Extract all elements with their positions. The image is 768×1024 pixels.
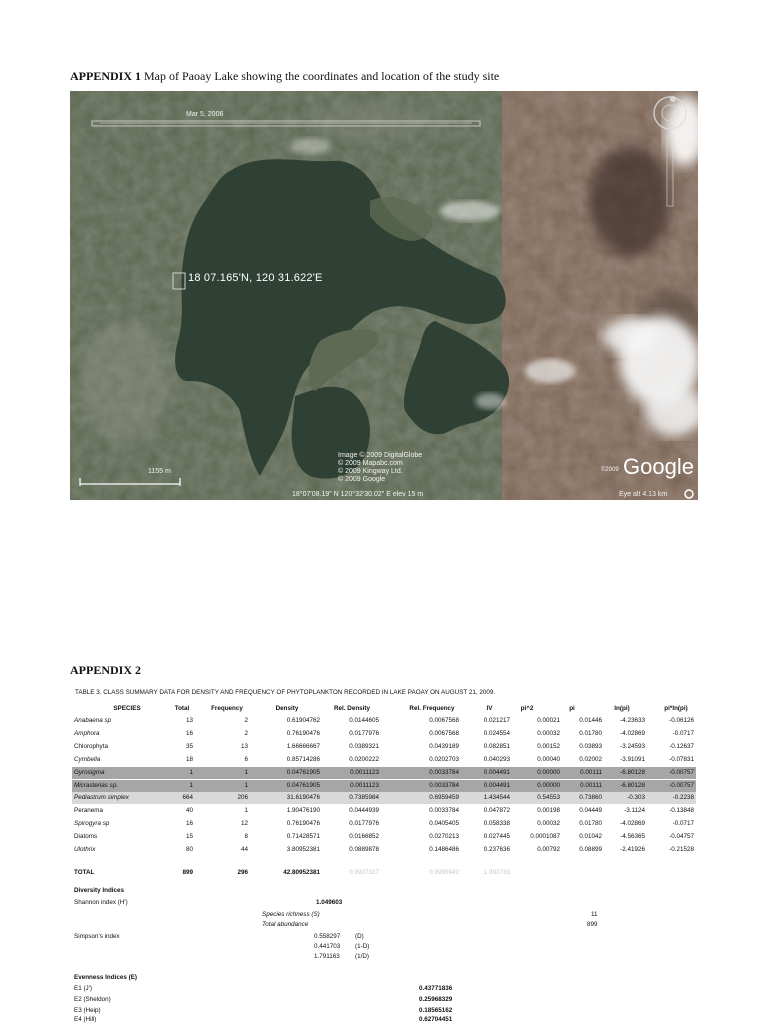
table-cell: 0.61904762 [286, 717, 320, 724]
table-cell: 0.85714286 [286, 755, 320, 763]
table-cell: 1 [244, 768, 248, 776]
table-cell: 0.082851 [483, 742, 510, 750]
total-cell: 0.9937337 [349, 869, 379, 876]
table-cell: 3.80952381 [286, 846, 320, 853]
table-cell: 12 [240, 820, 248, 828]
column-header: pi^2 [520, 705, 534, 712]
table-cell: 0.0200222 [349, 755, 379, 763]
table-cell: 0.00032 [537, 820, 560, 828]
table-cell: -0.2238 [672, 794, 694, 802]
evenness-label: E3 (Heip) [74, 1007, 101, 1014]
table-cell: -0.0717 [672, 729, 694, 737]
table-cell: 0.73860 [579, 794, 602, 802]
table-cell: -0.12637 [669, 742, 694, 750]
table-cell: 0.00111 [580, 768, 602, 776]
table-row [72, 767, 696, 779]
abundance-label: Total abundance [262, 921, 309, 928]
simpson-value: 0.558297 [314, 933, 341, 940]
table-cell: 0.6959459 [429, 794, 459, 802]
table-cell: 13 [185, 717, 193, 724]
table-cell: 0.0166852 [349, 833, 379, 841]
table-cell: 2 [244, 729, 248, 737]
table-cell: 0.0001087 [530, 833, 560, 841]
simpson-value: 0.441703 [314, 943, 341, 950]
species-name: Peranema [74, 807, 104, 815]
table-cell: 40 [185, 807, 193, 815]
table-cell: 0.54553 [537, 794, 560, 802]
table-cell: 13 [240, 742, 248, 750]
table-cell: 35 [185, 742, 193, 750]
table-row [72, 831, 696, 843]
evenness-label: E4 (Hill) [74, 1016, 97, 1023]
table-cell: -0.303 [627, 794, 645, 802]
column-header: Frequency [211, 705, 243, 712]
table-cell: 0.0270213 [429, 833, 459, 841]
table-cell: 0.00792 [537, 846, 560, 853]
table-cell: -3.91091 [620, 755, 645, 763]
appendix-2-label: APPENDIX 2 [70, 663, 141, 677]
table-cell: -0.06126 [669, 717, 694, 724]
evenness-title: Evenness Indices (E) [74, 974, 137, 981]
table-cell: 0.0202703 [429, 755, 459, 763]
table-cell: 0.1486486 [429, 846, 459, 853]
table-cell: 0.04761905 [286, 781, 320, 789]
table-cell: 0.00198 [537, 807, 560, 815]
table-cell: 0.027445 [483, 833, 510, 841]
credit-line: © 2009 Mapabc.com [338, 460, 403, 467]
table-cell: 0.040293 [483, 755, 510, 763]
table-cell: 0.01780 [579, 820, 602, 828]
total-cell: 1.993733 [483, 869, 510, 876]
table-cell: 0.0389321 [349, 742, 379, 750]
map-pointer-readout: 18°07'08.19" N 120°32'30.02" E elev 15 m [292, 491, 424, 498]
table-cell: 0.0067568 [429, 729, 459, 737]
table-cell: 6 [244, 755, 248, 763]
table-cell: 0.0033784 [429, 781, 459, 789]
table-cell: -6.80128 [620, 781, 645, 789]
table-cell: 0.00152 [537, 742, 560, 750]
table-cell: -4.02869 [620, 820, 645, 828]
appendix-1-label: APPENDIX 1 [70, 69, 141, 83]
table-cell: 0.0033784 [429, 807, 459, 815]
table-cell: 0.76190476 [286, 729, 320, 737]
table-cell: 1 [189, 781, 193, 789]
table-row [72, 780, 696, 792]
shannon-value: 1.049603 [316, 899, 343, 906]
table-row [72, 805, 696, 817]
table-cell: 0.047872 [483, 807, 510, 815]
satellite-map[interactable] [70, 91, 698, 500]
table-cell: 0.0439189 [429, 742, 459, 750]
table-cell: 1.90476190 [286, 807, 320, 815]
table-cell: 0.0889878 [349, 846, 379, 853]
column-header: Rel. Density [333, 705, 371, 712]
credit-line: © 2009 Google [338, 476, 386, 483]
species-name: Cymbella [74, 755, 101, 763]
table-cell: 0.00111 [580, 781, 602, 789]
table-row [72, 818, 696, 830]
table-cell: 0.00021 [537, 717, 560, 724]
map-imagery-credits [338, 452, 422, 484]
table-cell: 0.71428571 [286, 833, 320, 841]
richness-value: 11 [591, 911, 598, 918]
species-name: Spirogyra sp [74, 820, 110, 828]
table-cell: -4.56365 [620, 833, 645, 841]
table-cell: -0.00757 [669, 781, 694, 789]
simpson-note: (D) [355, 933, 364, 940]
table-cell: 15 [185, 833, 193, 841]
appendix-1-heading [70, 69, 499, 84]
species-name: Chlorophyta [74, 742, 108, 750]
evenness-value: 0.43771836 [419, 985, 453, 992]
species-name: Anabaena sp [74, 717, 112, 724]
table-header-row [72, 703, 696, 715]
table-cell: 0.04449 [579, 807, 602, 815]
table-cell: 0.00032 [537, 729, 560, 737]
map-scale-label: 1155 m [148, 468, 171, 475]
table-cell: 0.0011123 [350, 781, 379, 789]
credit-line: © 2009 Kingway Ltd. [338, 468, 403, 475]
table-cell: 0.00000 [537, 781, 560, 789]
table-cell: 1 [189, 768, 193, 776]
table-cell: 1 [244, 807, 248, 815]
table-cell: 0.058338 [483, 820, 510, 828]
table-cell: 0.76190476 [286, 820, 320, 828]
simpson-label: Simpson's index [74, 933, 120, 940]
credit-line: Image © 2009 DigitalGlobe [338, 452, 423, 459]
diversity-title: Diversity Indices [74, 887, 125, 894]
column-header: IV [486, 705, 493, 712]
appendix-1-caption: Map of Paoay Lake showing the coordinates and location of the study site [144, 69, 500, 83]
table-total-row [72, 867, 696, 879]
table-cell: 0.0144605 [349, 717, 379, 724]
table-caption: TABLE 3. CLASS SUMMARY DATA FOR DENSITY AND FREQUENCY OF PHYTOPLANKTON RECORDED IN LAKE PAOAY ON AUGUST 21, 2009. [75, 689, 496, 696]
appendix-2-heading [70, 663, 141, 678]
table-cell: -4.02869 [620, 729, 645, 737]
table-cell: -0.13848 [669, 807, 694, 815]
column-header: Rel. Frequency [409, 705, 455, 712]
table-cell: 0.0033784 [429, 768, 459, 776]
map-terrain [70, 91, 698, 500]
evenness-label: E2 (Sheldon) [74, 996, 111, 1003]
table-cell: 0.01042 [579, 833, 602, 841]
table-cell: -0.07831 [669, 755, 694, 763]
total-cell: 899 [182, 869, 193, 876]
evenness-label: E1 (J') [74, 985, 92, 992]
table-cell: 1 [244, 781, 248, 789]
table-cell: 8 [244, 833, 248, 841]
map-date-label: Mar 5, 2006 [186, 111, 224, 118]
table-cell: 31.6190476 [286, 794, 320, 802]
shannon-label: Shannon index (H') [74, 899, 128, 906]
table-cell: 2 [244, 717, 248, 724]
table-row [72, 728, 696, 740]
table-cell: -0.00757 [669, 768, 694, 776]
table-cell: 0.004491 [483, 768, 510, 776]
table-cell: -3.24593 [620, 742, 645, 750]
table-cell: -6.80128 [620, 768, 645, 776]
species-name: Amphora [74, 729, 100, 737]
species-name: Ulothrix [74, 846, 96, 853]
table-cell: 16 [185, 729, 193, 737]
table-cell: 0.021217 [483, 717, 510, 724]
table-cell: -0.0717 [672, 820, 694, 828]
table-row [72, 754, 696, 766]
column-header: Total [174, 705, 190, 712]
table-cell: 0.00040 [537, 755, 560, 763]
simpson-value: 1.791163 [314, 953, 340, 960]
table-cell: 0.00000 [537, 768, 560, 776]
species-name: Micrasterias sp. [74, 781, 119, 789]
total-cell: 42.80952381 [283, 869, 320, 876]
total-label: TOTAL [74, 869, 95, 876]
table-cell: 0.0177976 [349, 820, 379, 828]
table-row [72, 741, 696, 753]
table-cell: 0.01780 [579, 729, 602, 737]
table-cell: 1.434544 [483, 794, 510, 802]
map-eye-altitude: Eye alt 4.13 km [619, 491, 668, 498]
table-cell: 0.024554 [483, 729, 510, 737]
table-cell: -4.23633 [620, 717, 645, 724]
table-cell: 0.7385984 [349, 794, 379, 802]
table-cell: -0.21528 [669, 846, 694, 853]
table-cell: 80 [185, 846, 193, 853]
table-cell: 0.0067568 [429, 717, 459, 724]
table-cell: 0.004491 [483, 781, 510, 789]
table-cell: 0.08899 [579, 846, 602, 853]
column-header: Density [275, 705, 299, 712]
table-cell: 0.0405405 [429, 820, 459, 828]
table-row [72, 715, 696, 727]
table-cell: -0.04757 [669, 833, 694, 841]
table-cell: 1.66666667 [286, 742, 320, 750]
abundance-value: 899 [587, 921, 598, 928]
table-cell: -3.1124 [624, 807, 645, 815]
column-header: pi [569, 705, 575, 712]
map-google-year: ©2009 [601, 467, 619, 473]
evenness-value: 0.18565162 [419, 1007, 453, 1014]
table-cell: 0.0011123 [350, 768, 379, 776]
table-cell: 16 [185, 820, 193, 828]
column-header: pi*ln(pi) [664, 705, 688, 712]
table-cell: 0.01446 [579, 717, 602, 724]
table-cell: 0.0444939 [349, 807, 379, 815]
column-header: SPECIES [113, 705, 141, 712]
table-cell: 0.237636 [483, 846, 510, 853]
table-cell: 664 [182, 794, 193, 802]
table-row [72, 844, 696, 856]
table-cell: 18 [185, 755, 193, 763]
species-name: Diatoms [74, 833, 98, 841]
total-cell: 296 [237, 869, 248, 876]
evenness-value: 0.25968329 [419, 996, 453, 1003]
table-cell: 0.04761905 [286, 768, 320, 776]
table-cell: 206 [237, 794, 248, 802]
total-cell: 0.9999942 [429, 869, 459, 876]
column-header: ln(pi) [614, 705, 630, 712]
simpson-note: (1-D) [355, 943, 370, 950]
simpson-note: (1/D) [355, 953, 369, 960]
table-cell: 0.02002 [579, 755, 602, 763]
table-cell: -2.41926 [620, 846, 645, 853]
table-cell: 0.03893 [579, 742, 602, 750]
map-coordinates-label: 18 07.165'N, 120 31.622'E [188, 272, 323, 284]
table-cell: 44 [240, 846, 248, 853]
species-name: Pediastrum simplex [74, 794, 129, 802]
table-cell: 0.0177976 [349, 729, 379, 737]
species-name: Gyrosigma [74, 768, 105, 776]
table-row [72, 792, 696, 804]
evenness-value: 0.62704451 [419, 1016, 453, 1023]
richness-label: Species richness (S) [262, 911, 320, 918]
google-logo: Google [623, 454, 694, 479]
